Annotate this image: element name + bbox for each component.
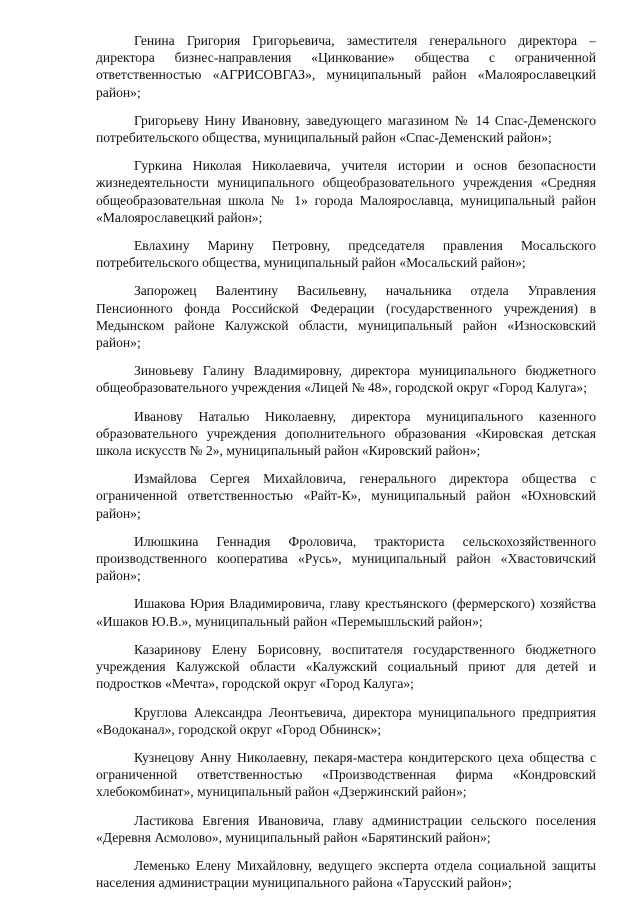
paragraph-gurkin: Гуркина Николая Николаевича, учителя истории и основ безопасности жизнедеятельности муниципального общеобразовательного учреждения «Средняя общеобразовательная школа № 1» города Малоярославца, муниципальный район «Малоярославецкий район»; <box>96 158 596 225</box>
paragraph-kuznetsova: Кузнецову Анну Николаевну, пекаря-мастера кондитерского цеха общества с ограниченной ответственностью «Производственная фирма «Кондровский хлебокомбинат», муниципальный район «Дзержинский район»; <box>96 749 596 800</box>
paragraph-evlakhina: Евлахину Марину Петровну, председателя правления Мосальского потребительского общества, муниципальный район «Мосальский район»; <box>96 238 596 271</box>
paragraph-zinoveva: Зиновьеву Галину Владимировну, директора муниципального бюджетного общеобразовательного учреждения «Лицей № 48», городской округ «Город Калуга»; <box>96 363 596 396</box>
paragraph-lemenko: Леменько Елену Михайловну, ведущего эксперта отдела социальной защиты населения администрации муниципального района «Тарусский район»; <box>96 857 596 891</box>
paragraph-zaporozhets: Запорожец Валентину Васильевну, начальника отдела Управления Пенсионного фонда Российской Федерации (государственного учреждения) в Медынском районе Калужской области, муниципальный район «Износковский район»; <box>96 283 596 351</box>
paragraph-ilyushkin: Илюшкина Геннадия Фроловича, тракториста сельскохозяйственного производственного кооператива «Русь», муниципальный район «Хвастовичский район»; <box>96 533 596 584</box>
paragraph-kazarinova: Казаринову Елену Борисовну, воспитателя государственного бюджетного учреждения Калужской области «Калужский социальный приют для детей и подростков «Мечта», городской округ «Город Калуга»; <box>96 641 596 692</box>
paragraph-lastikov: Ластикова Евгения Ивановича, главу администрации сельского поселения «Деревня Асмолово», муниципальный район «Барятинский район»; <box>96 812 596 845</box>
paragraph-ivanova: Иванову Наталью Николаевну, директора муниципального казенного образовательного учреждения дополнительного образования «Кировская детская школа искусств № 2», муниципальный район «Кировский район»; <box>96 408 596 459</box>
paragraph-genin: Генина Григория Григорьевича, заместителя генерального директора – директора бизнес-направления «Цинкование» общества с ограниченной ответственностью «АГРИСОВГАЗ», муниципальный район «Малоярославецкий район»; <box>96 33 596 100</box>
paragraph-kruglov: Круглова Александра Леонтьевича, директора муниципального предприятия «Водоканал», городской округ «Город Обнинск»; <box>96 704 596 737</box>
document-body <box>96 32 596 902</box>
paragraph-grigoreva: Григорьеву Нину Ивановну, заведующего магазином № 14 Спас-Деменского потребительского общества, муниципальный район «Спас-Деменский район»; <box>96 112 596 146</box>
paragraph-ishakov: Ишакова Юрия Владимировича, главу крестьянского (фермерского) хозяйства «Ишаков Ю.В.», муниципальный район «Перемышльский район»; <box>96 596 596 629</box>
paragraph-izmaylov: Измайлова Сергея Михайловича, генерального директора общества с ограниченной ответственностью «Райт-К», муниципальный район «Юхновский район»; <box>96 471 596 521</box>
